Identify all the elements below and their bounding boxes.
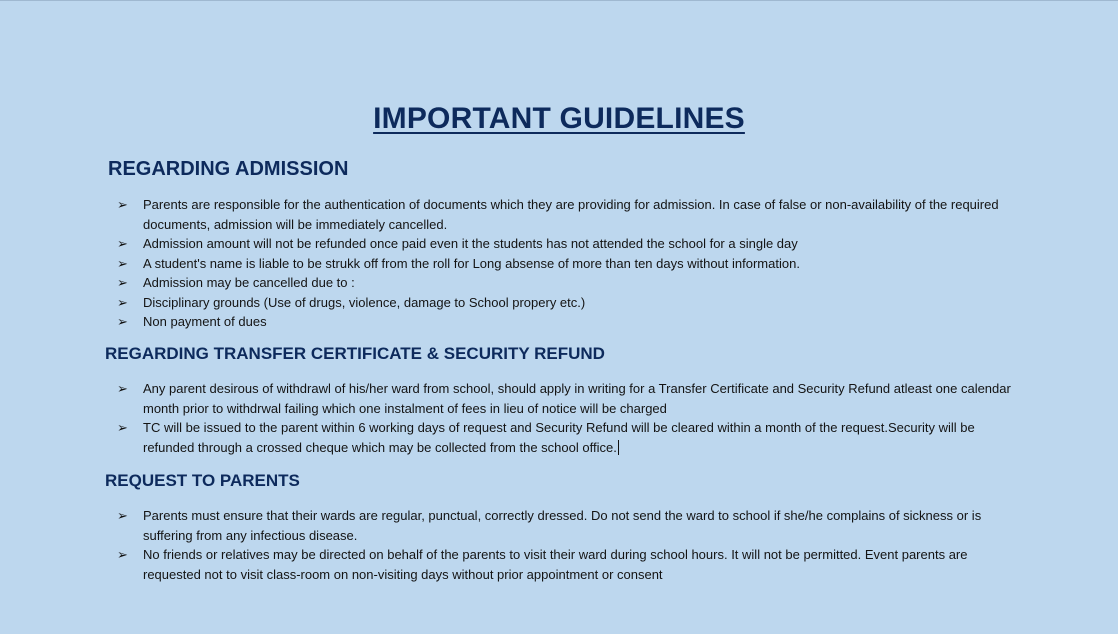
request-guidelines-list bbox=[117, 506, 1022, 584]
list-item-text: Non payment of dues bbox=[143, 314, 267, 329]
list-item bbox=[117, 293, 1022, 313]
list-item-text: A student's name is liable to be strukk off from the roll for Long absense of more than ten days without information. bbox=[143, 255, 800, 271]
list-item-text: TC will be issued to the parent within 6 working days of request and Security Refund will be cleared within a month of the request.Security will be refunded through a crossed cheque which may be collected from the school office. bbox=[143, 420, 975, 455]
list-item bbox=[117, 506, 1022, 545]
list-item-text: Parents must ensure that their wards are regular, punctual, correctly dressed. Do not send the ward to school if she/he complains of sickness or is suffering from any infectious disease. bbox=[143, 508, 982, 543]
arrow-bullet-icon: ➢ bbox=[117, 381, 128, 396]
list-item-text: Admission may be cancelled due to : bbox=[143, 275, 355, 290]
list-item bbox=[117, 195, 1022, 234]
section-heading-request: REQUEST TO PARENTS bbox=[105, 471, 300, 490]
arrow-bullet-icon: ➢ bbox=[117, 420, 128, 435]
list-item-text: Any parent desirous of withdrawl of his/her ward from school, should apply in writing for a Transfer Certificate and Security Refund atleast one calendar month prior to withdrwal failing which one instalment of fees in lieu of notice will be charged bbox=[143, 381, 1011, 416]
list-item bbox=[117, 379, 1022, 418]
arrow-bullet-icon: ➢ bbox=[117, 294, 128, 310]
transfer-guidelines-list bbox=[117, 379, 1022, 457]
arrow-bullet-icon: ➢ bbox=[117, 275, 128, 290]
list-item-text: Parents are responsible for the authentication of documents which they are providing for admission. In case of false or non-availability of the required documents, admission will be immediately cancelled. bbox=[143, 197, 999, 232]
arrow-bullet-icon: ➢ bbox=[117, 255, 128, 271]
list-item bbox=[117, 418, 1022, 457]
list-item bbox=[117, 273, 1022, 293]
list-item bbox=[117, 254, 1022, 274]
arrow-bullet-icon: ➢ bbox=[117, 547, 128, 562]
arrow-bullet-icon: ➢ bbox=[117, 314, 128, 329]
text-cursor[interactable] bbox=[618, 440, 619, 455]
list-item bbox=[117, 234, 1022, 254]
list-item-text: No friends or relatives may be directed on behalf of the parents to visit their ward during school hours. It will not be permitted. Event parents are requested not to visit class-room on non-visiting days without prior appointment or consent bbox=[143, 547, 968, 582]
list-item-text: Disciplinary grounds (Use of drugs, violence, damage to School propery etc.) bbox=[143, 294, 586, 310]
arrow-bullet-icon: ➢ bbox=[117, 236, 128, 251]
page-title: IMPORTANT GUIDELINES bbox=[373, 102, 745, 135]
section-heading-admission: REGARDING ADMISSION bbox=[108, 158, 349, 180]
admission-guidelines-list bbox=[117, 195, 1022, 332]
section-heading-transfer: REGARDING TRANSFER CERTIFICATE & SECURITY REFUND bbox=[105, 344, 605, 363]
list-item bbox=[117, 545, 1022, 584]
arrow-bullet-icon: ➢ bbox=[117, 508, 128, 523]
list-item-text: Admission amount will not be refunded once paid even it the students has not attended the school for a single day bbox=[143, 236, 798, 251]
arrow-bullet-icon: ➢ bbox=[117, 197, 128, 212]
list-item bbox=[117, 312, 1022, 332]
